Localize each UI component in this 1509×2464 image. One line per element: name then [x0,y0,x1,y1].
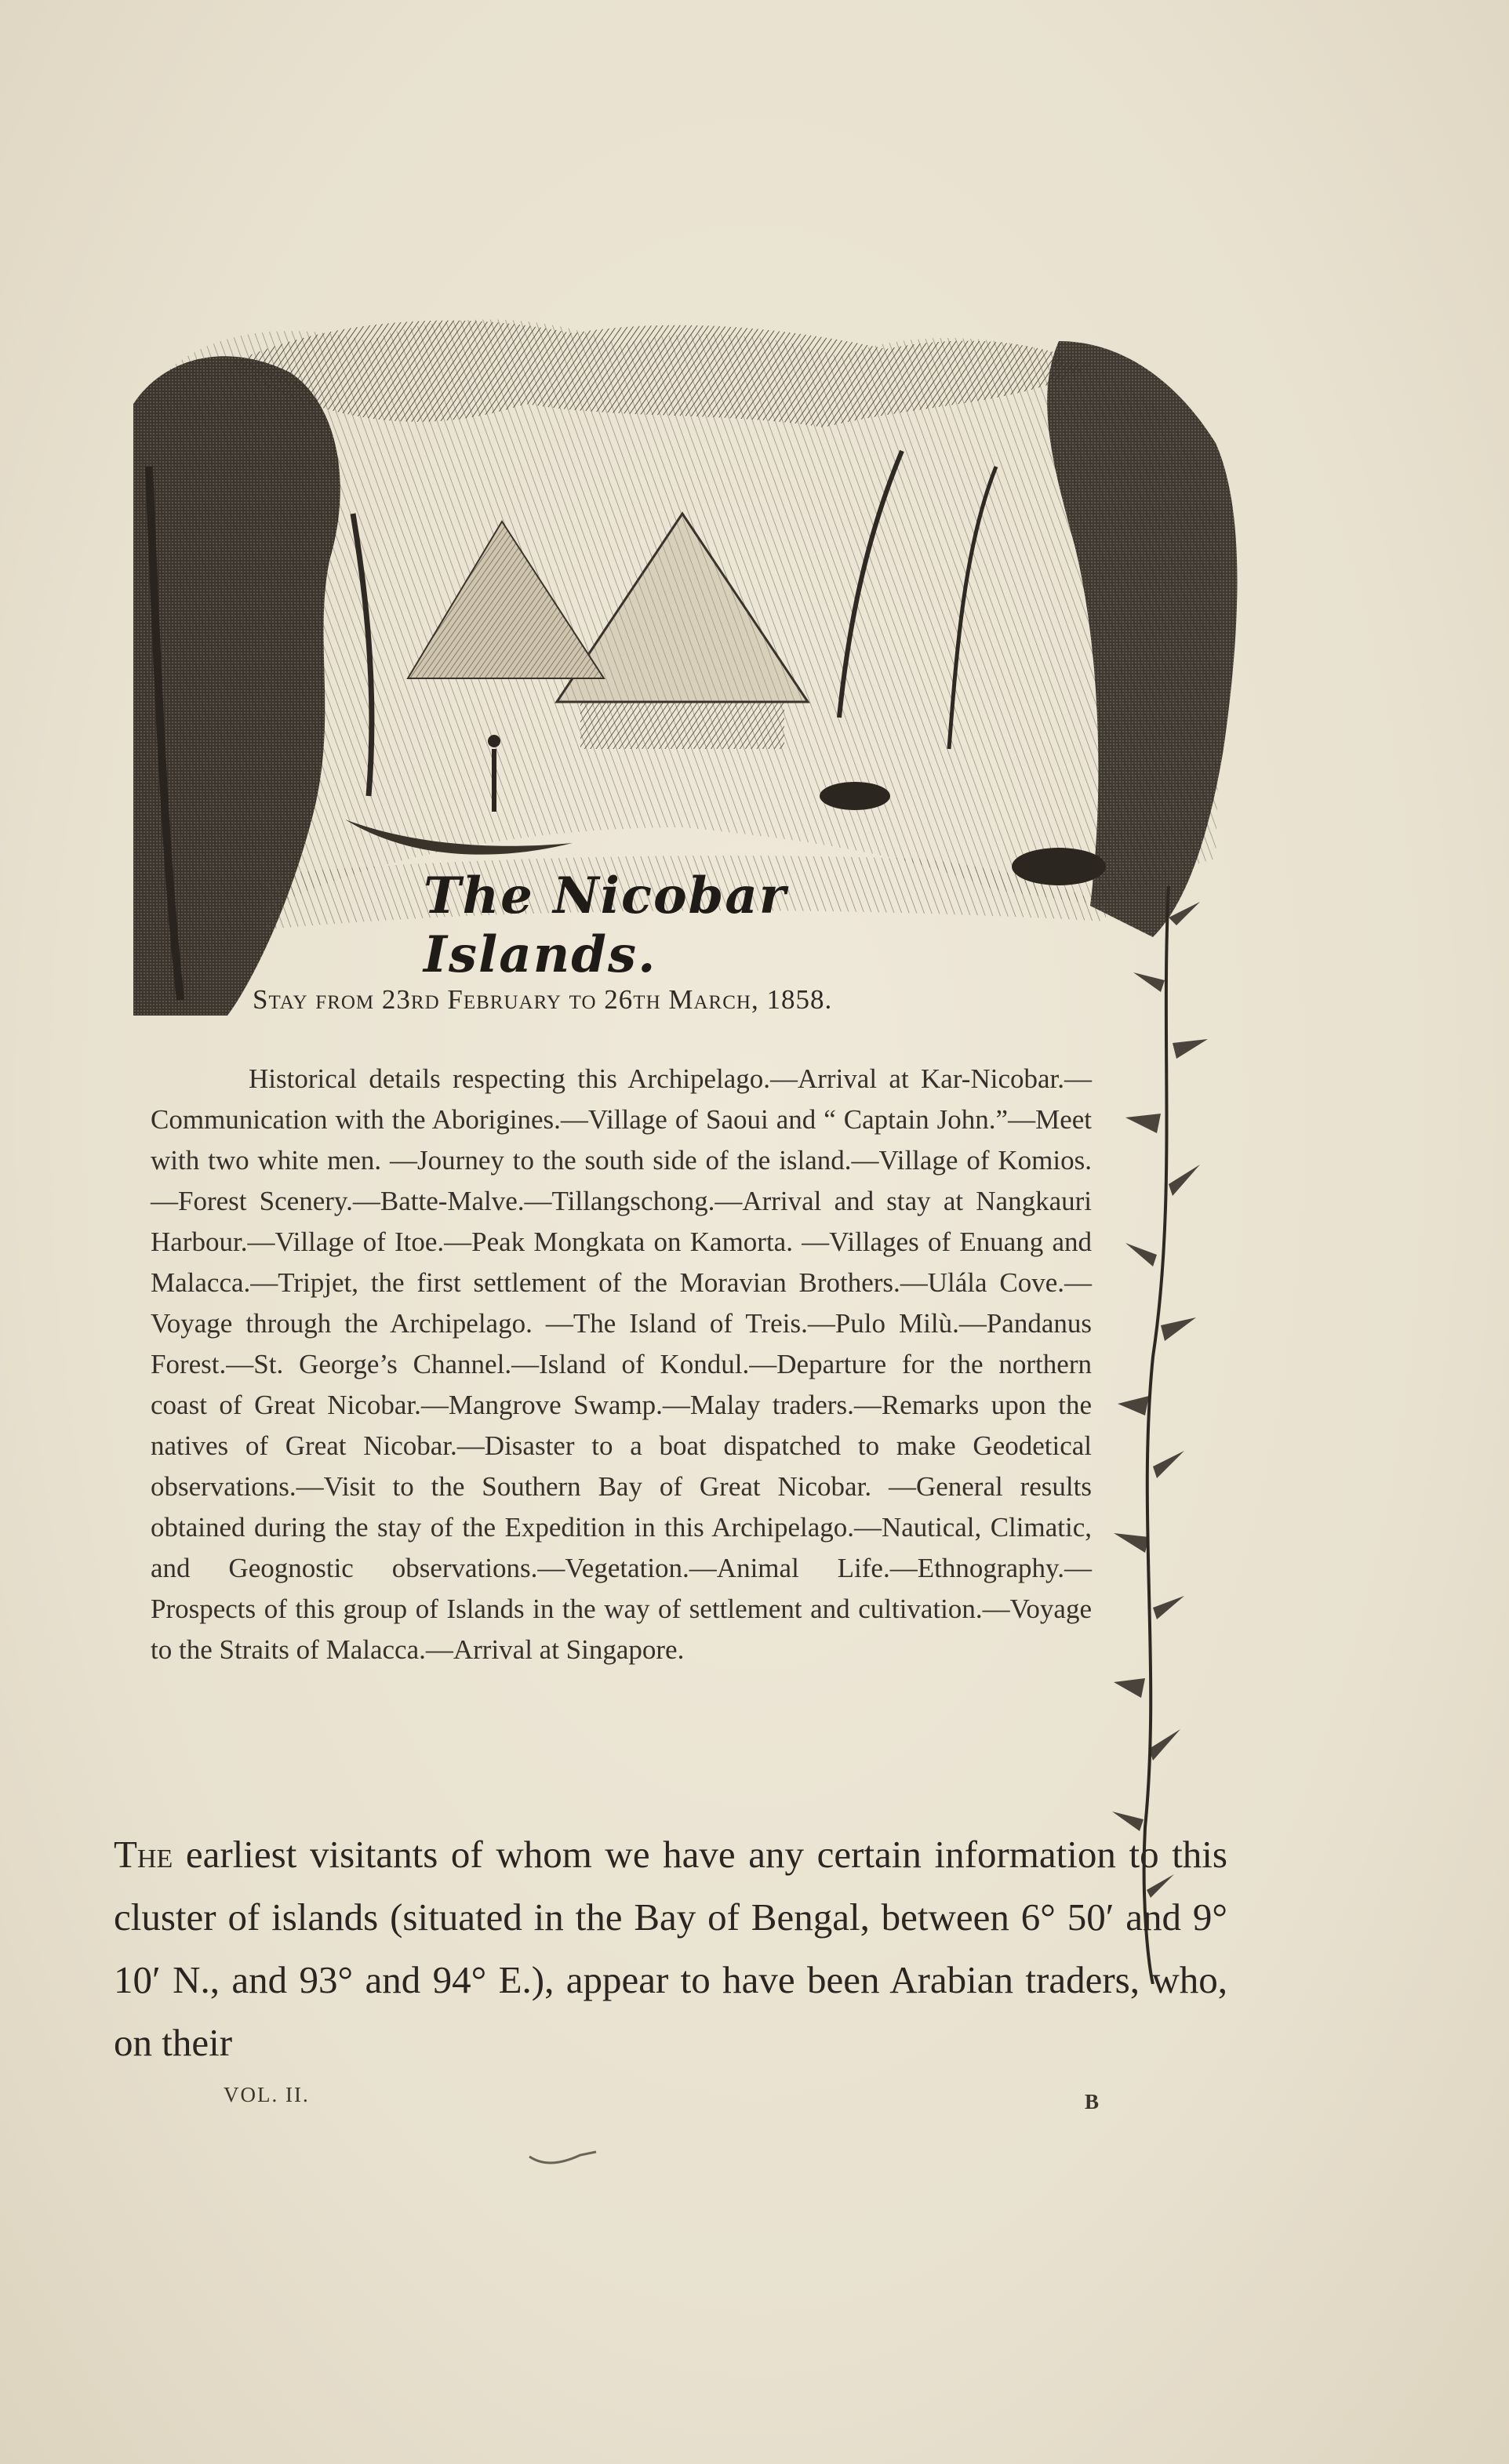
foliage-border-icon [1074,886,1231,1984]
chapter-title: The Nicobar Islands. [424,867,787,984]
signature-mark: B [1085,2090,1100,2113]
body-paragraph [114,1823,1227,2074]
pencil-mark-icon [525,2141,604,2172]
body-lead-word: The [114,1833,173,1876]
chapter-subtitle: Stay from 23rd February to 26th March, 1858. [253,984,833,1015]
chapter-synopsis: Historical details respecting this Archipelago.—Arrival at Kar-Nicobar.—Communication with the Aborigines.—Village of Saoui and “ Captain John.”—Meet with two white men. —Journey to the south side of the island.—Village of Komios.—Forest Scenery.—Batte-Malve.—Tillangschong.—Arrival and stay at Nangkauri Harbour.—Village of Itoe.—Peak Mongkata on Kamorta. —Villages of Enuang and Malacca.—Tripjet, the first settlement of the Moravian Brothers.—Ulála Cove.—Voyage through the Archipelago. —The Island of Treis.—Pulo Milù.—Pandanus Forest.—St. George’s Channel.—Island of Kondul.—Departure for the northern coast of Great Nicobar.—Mangrove Swamp.—Malay traders.—Remarks upon the natives of Great Nicobar.—Disaster to a boat dispatched to make Geodetical observations.—Visit to the Southern Bay of Great Nicobar. —General results obtained during the stay of the Expedition in this Archipelago.—Nautical, Climatic, and Geognostic observations.—Vegetation.—Animal Life.—Ethnography.—Prospects of this group of Islands in the way of settlement and cultivation.—Voyage to the Straits of Malacca.—Arrival at Singapore. [151,1063,1092,1665]
volume-label: VOL. II. [224,2083,310,2106]
body-text: earliest visitants of whom we have any certain information to this cluster of islands (situated in the Bay of Bengal, between 6° 50′ and 9° 10′ N., and 93° and 94° E.), appear to have been Arabian traders, who, on their [114,1833,1227,2064]
